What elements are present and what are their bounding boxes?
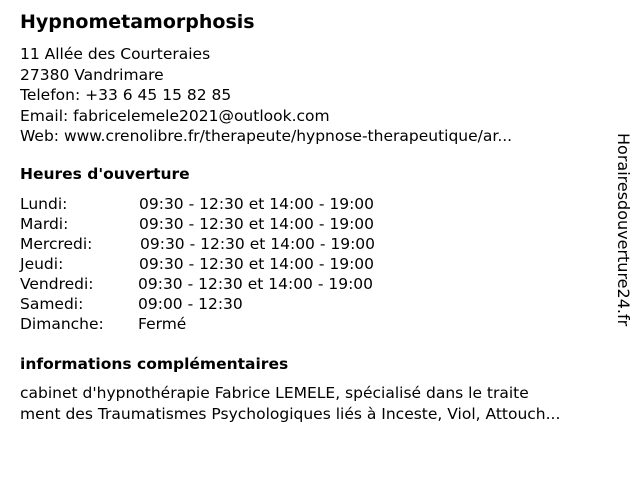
time-value: Fermé (138, 315, 187, 333)
address-city: 27380 Vandrimare (20, 65, 164, 84)
day-label: Mercredi: (20, 235, 93, 253)
phone-line: Telefon: +33 6 45 15 82 85 (20, 86, 232, 104)
time-value: 09:00 - 12:30 (138, 295, 243, 313)
day-label: Vendredi: (20, 275, 94, 293)
info-description (20, 383, 560, 425)
day-label: Jeudi: (20, 255, 64, 273)
side-brand-watermark (612, 133, 634, 373)
web-line: Web: www.crenolibre.fr/therapeute/hypnose-therapeutique/ar... (20, 127, 513, 145)
time-value: 09:30 - 12:30 et 14:00 - 19:00 (139, 195, 375, 213)
day-label: Dimanche: (20, 315, 104, 333)
day-label: Mardi: (20, 215, 69, 233)
business-name: Hypnometamorphosis (20, 11, 255, 33)
info-heading: informations complémentaires (20, 355, 289, 373)
time-value: 09:30 - 12:30 et 14:00 - 19:00 (138, 275, 374, 293)
time-value: 09:30 - 12:30 et 14:00 - 19:00 (140, 235, 376, 253)
address-street: 11 Allée des Courteraies (20, 45, 211, 63)
email-line: Email: fabricelemele2021@outlook.com (20, 106, 330, 125)
info-line-2: ment des Traumatismes Psychologiques liés à Inceste, Viol, Attouch... (20, 405, 561, 423)
info-line-1: cabinet d'hypnothérapie Fabrice LEMELE, spécialisé dans le traite (20, 384, 529, 402)
side-brand-text: Horairesdouverture24.fr (614, 133, 633, 327)
day-label: Lundi: (20, 195, 68, 213)
contact-block (20, 44, 512, 147)
time-value: 09:30 - 12:30 et 14:00 - 19:00 (139, 215, 375, 233)
time-value: 09:30 - 12:30 et 14:00 - 19:00 (139, 255, 375, 273)
day-label: Samedi: (20, 295, 84, 313)
hours-heading: Heures d'ouverture (20, 165, 190, 183)
